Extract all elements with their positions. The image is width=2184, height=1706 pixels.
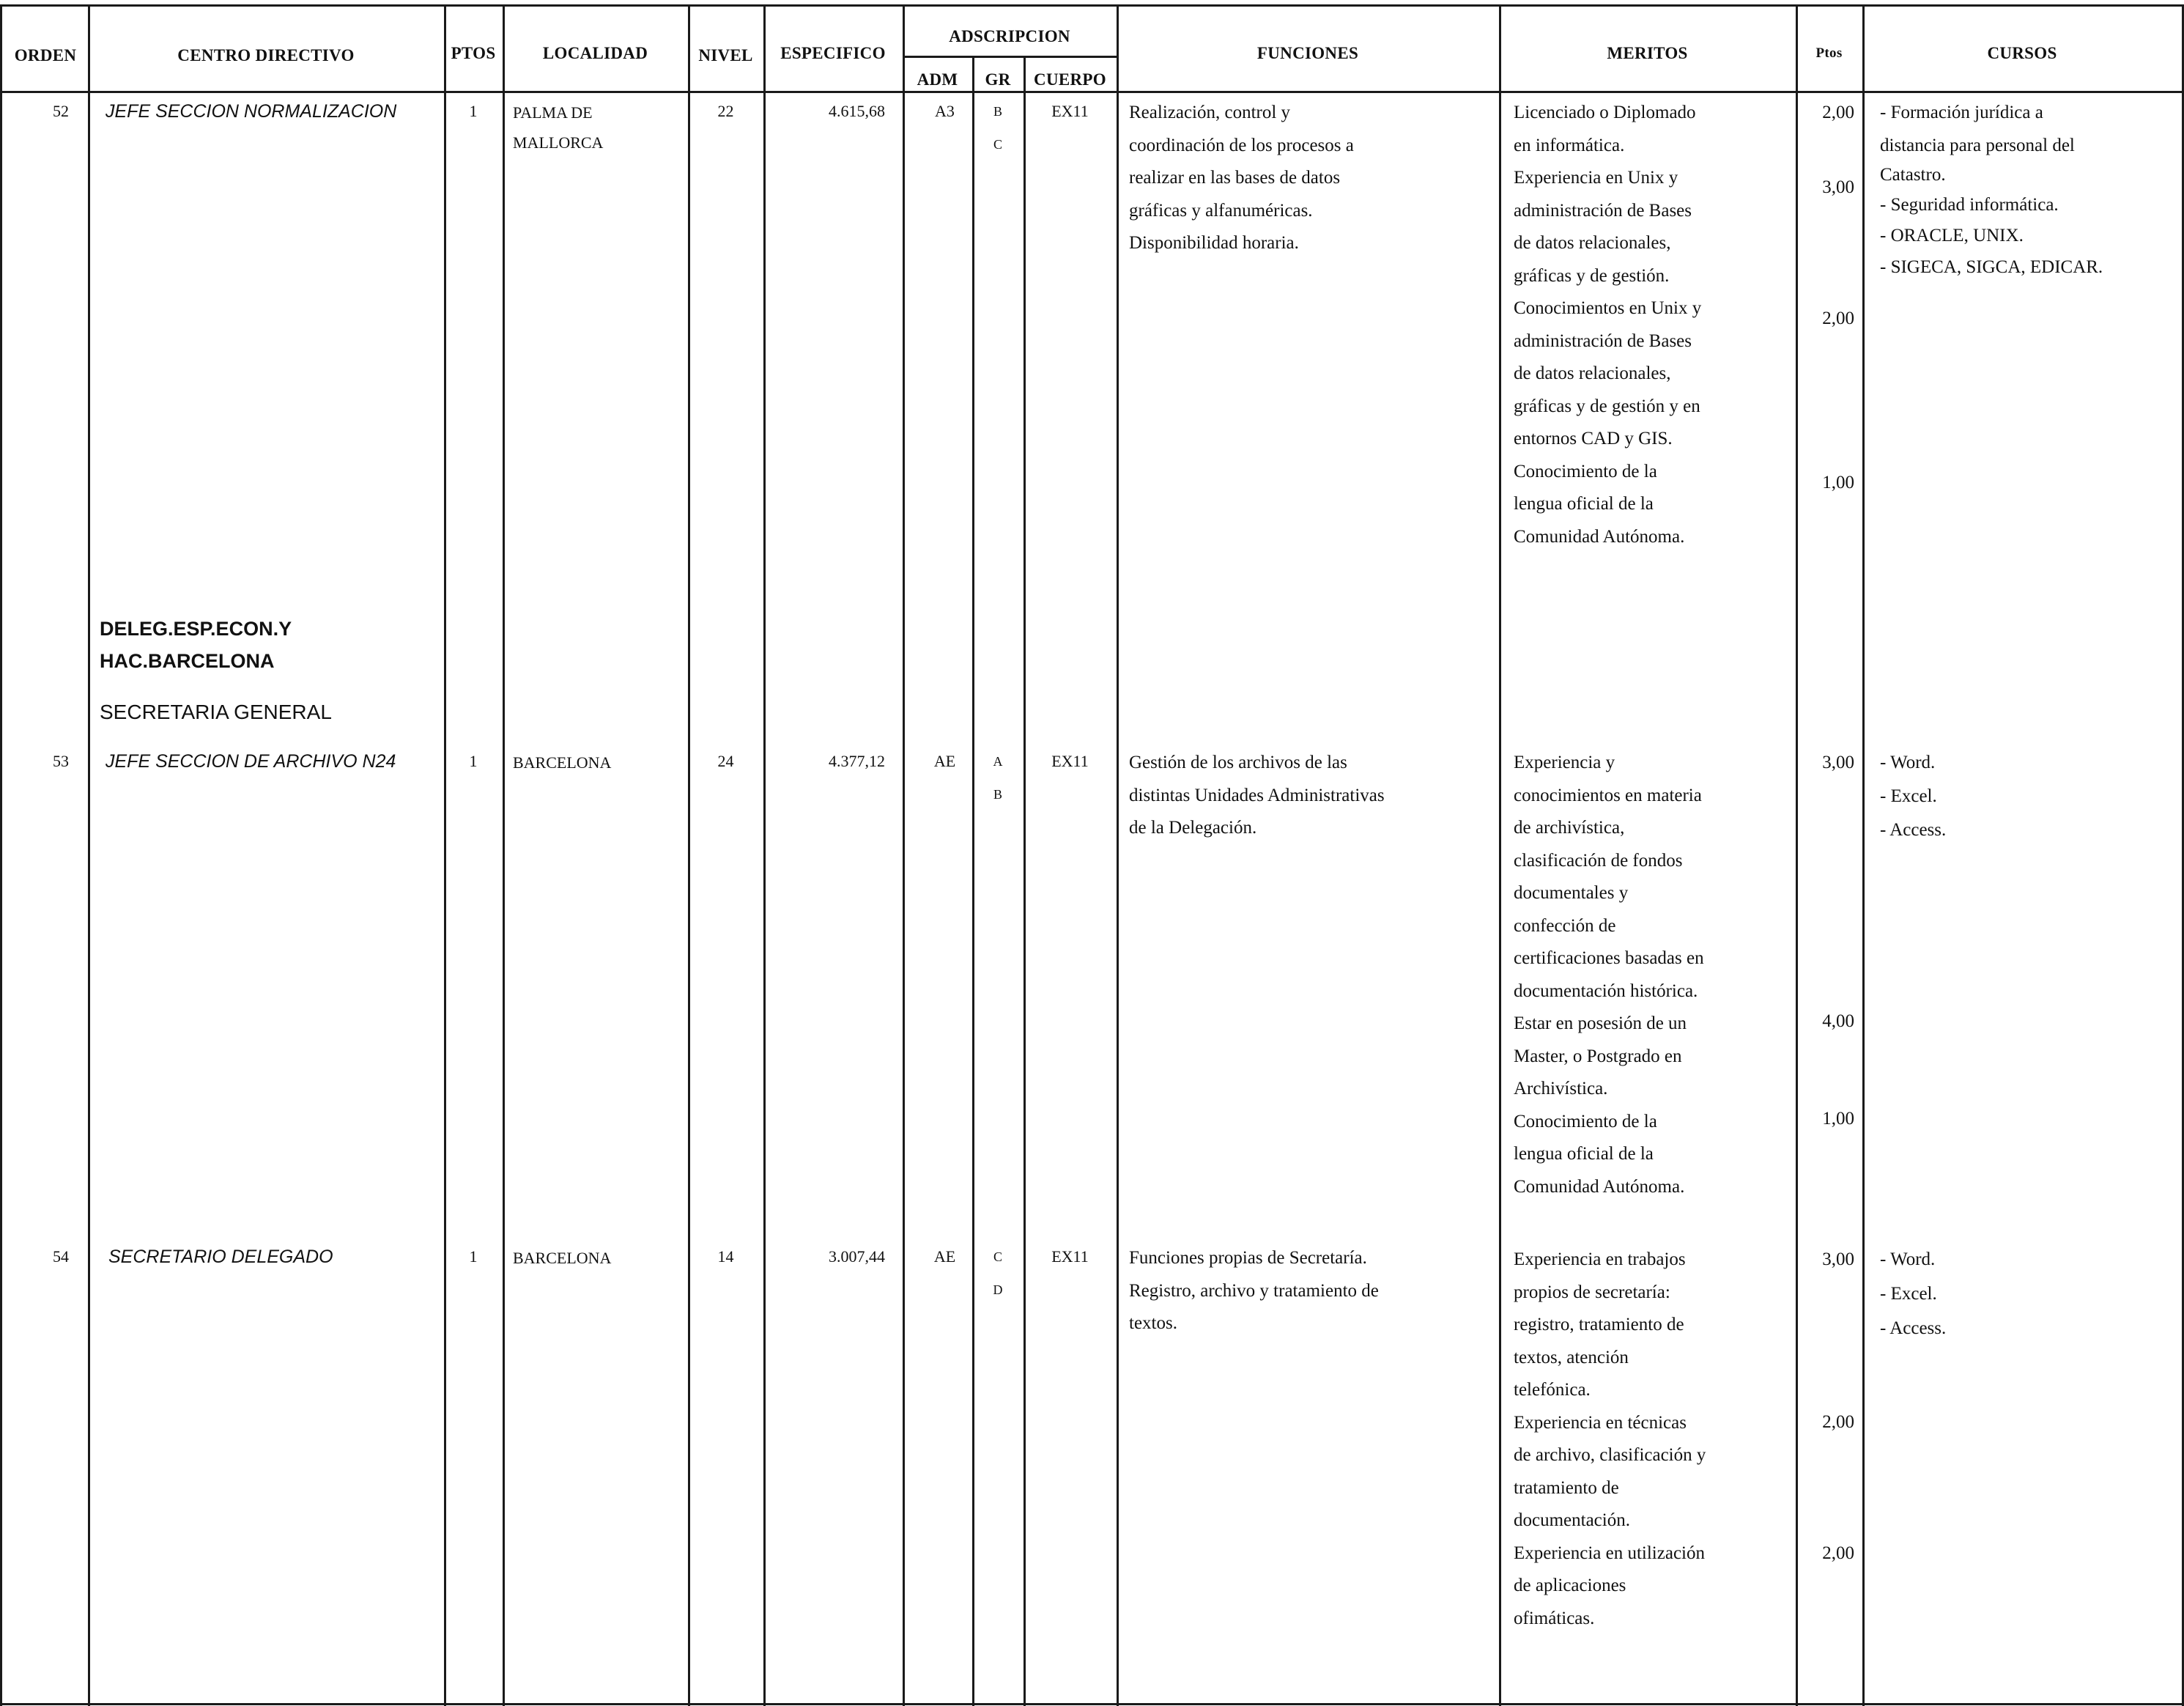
- row-localidad: PALMA DE MALLORCA: [513, 103, 604, 152]
- col-divider: [1499, 4, 1501, 1706]
- row-funciones: Gestión de los archivos de las distintas Unidades Administrativas de la Delegación.: [1129, 753, 1385, 838]
- row-centro-directivo: SECRETARIO DELEGADO: [108, 1247, 333, 1267]
- row-merito-ptos: 3,00: [1822, 177, 1854, 197]
- header-centro-directivo: CENTRO DIRECTIVO: [177, 46, 355, 64]
- row-localidad: BARCELONA: [513, 1249, 612, 1267]
- row-nivel: 14: [717, 1247, 734, 1266]
- row-cursos: - Word. - Excel. - Access.: [1880, 1249, 1947, 1338]
- col-divider: [1796, 4, 1798, 1706]
- header-adscripcion: ADSCRIPCION: [949, 27, 1070, 45]
- row-orden: 52: [53, 102, 69, 120]
- row-gr: C D: [993, 1249, 1003, 1297]
- row-adm: AE: [933, 1247, 956, 1266]
- header-nivel: NIVEL: [698, 46, 753, 64]
- header-orden: ORDEN: [14, 46, 77, 64]
- col-divider: [763, 4, 766, 1706]
- header-especifico: ESPECIFICO: [780, 44, 886, 62]
- col-divider: [503, 4, 505, 1706]
- row-funciones: Realización, control y coordinación de los procesos a realizar en las bases de datos gráficas y alfanuméricas. Disponibilidad horaria.: [1129, 103, 1354, 253]
- header-meritos: MERITOS: [1607, 44, 1688, 62]
- row-merito-ptos: 1,00: [1822, 473, 1854, 492]
- row-orden: 54: [53, 1247, 69, 1266]
- row-centro-directivo: JEFE SECCION NORMALIZACION: [106, 101, 397, 122]
- row-funciones: Funciones propias de Secretaría. Registro, archivo y tratamiento de textos.: [1129, 1248, 1379, 1333]
- row-meritos: Experiencia y conocimientos en materia de archivística, clasificación de fondos documentales y confección de certificaciones basadas en documentación histórica. Estar en posesión de un Master, o Postgrado en Archivística. Conocimiento de la lengua oficial de la Comunidad Autónoma.: [1514, 753, 1704, 1197]
- header-localidad: LOCALIDAD: [542, 44, 648, 62]
- row-ptos: 1: [469, 752, 478, 770]
- subsection-heading: SECRETARIA GENERAL: [100, 701, 332, 723]
- row-localidad: BARCELONA: [513, 753, 612, 772]
- row-merito-ptos: 2,00: [1822, 103, 1854, 122]
- row-adm: A3: [935, 102, 955, 120]
- row-cuerpo: EX11: [1051, 752, 1089, 770]
- row-nivel: 22: [717, 102, 734, 120]
- header-bottom-border: [0, 91, 2184, 93]
- row-cuerpo: EX11: [1051, 102, 1089, 120]
- header-gr: GR: [985, 70, 1011, 89]
- row-ptos: 1: [469, 1247, 478, 1266]
- row-merito-ptos: 4,00: [1822, 1011, 1854, 1031]
- row-merito-ptos: 3,00: [1822, 1249, 1854, 1269]
- row-merito-ptos: 2,00: [1822, 1412, 1854, 1432]
- col-divider: [903, 4, 905, 1706]
- row-especifico: 4.615,68: [829, 102, 885, 120]
- col-divider: [444, 4, 446, 1706]
- row-nivel: 24: [717, 752, 734, 770]
- header-ptos: PTOS: [451, 44, 496, 62]
- col-divider: [88, 4, 90, 1706]
- row-ptos: 1: [469, 102, 478, 120]
- row-centro-directivo: JEFE SECCION DE ARCHIVO N24: [106, 751, 396, 772]
- header-cursos: CURSOS: [1987, 44, 2057, 62]
- header-adm: ADM: [917, 70, 958, 89]
- row-orden: 53: [53, 752, 69, 770]
- col-divider: [0, 4, 2, 1706]
- row-merito-ptos: 2,00: [1822, 1543, 1854, 1563]
- col-divider: [1117, 4, 1119, 1706]
- row-gr: B C: [993, 104, 1002, 152]
- row-adm: AE: [933, 752, 956, 770]
- row-gr: A B: [993, 754, 1003, 802]
- col-divider: [972, 56, 974, 1706]
- header-cuerpo: CUERPO: [1034, 70, 1106, 89]
- row-merito-ptos: 3,00: [1822, 753, 1854, 772]
- adscripcion-divider: [903, 56, 1117, 58]
- row-merito-ptos: 2,00: [1822, 309, 1854, 328]
- row-meritos: Experiencia en trabajos propios de secretaría: registro, tratamiento de textos, atención telefónica. Experiencia en técnicas de archivo, clasificación y tratamiento de documentación. Experiencia en utilización de aplicaciones ofimáticas.: [1514, 1249, 1706, 1628]
- row-especifico: 3.007,44: [829, 1247, 885, 1266]
- col-divider: [1023, 56, 1026, 1706]
- col-divider: [688, 4, 690, 1706]
- header-ptos-meritos: Ptos: [1815, 45, 1843, 61]
- table-top-border: [0, 4, 2184, 7]
- row-especifico: 4.377,12: [829, 752, 885, 770]
- row-merito-ptos: 1,00: [1822, 1109, 1854, 1129]
- row-meritos: Licenciado o Diplomado en informática. Experiencia en Unix y administración de Bases de datos relacionales, gráficas y de gestión. Conocimientos en Unix y administración de Bases de datos relacionales, gráficas y de gestión y en entornos CAD y GIS. Conocimiento de la lengua oficial de la Comunidad Autónoma.: [1514, 103, 1702, 547]
- section-heading: DELEG.ESP.ECON.Y HAC.BARCELONA: [100, 618, 292, 672]
- row-cursos: - Formación jurídica a distancia para personal del Catastro. - Seguridad informática. - ORACLE, UNIX. - SIGECA, SIGCA, EDICAR.: [1880, 103, 2103, 277]
- col-divider: [1862, 4, 1865, 1706]
- row-cuerpo: EX11: [1051, 1247, 1089, 1266]
- table-bottom-border: [0, 1703, 2184, 1705]
- row-cursos: - Word. - Excel. - Access.: [1880, 753, 1947, 840]
- header-funciones: FUNCIONES: [1256, 44, 1359, 62]
